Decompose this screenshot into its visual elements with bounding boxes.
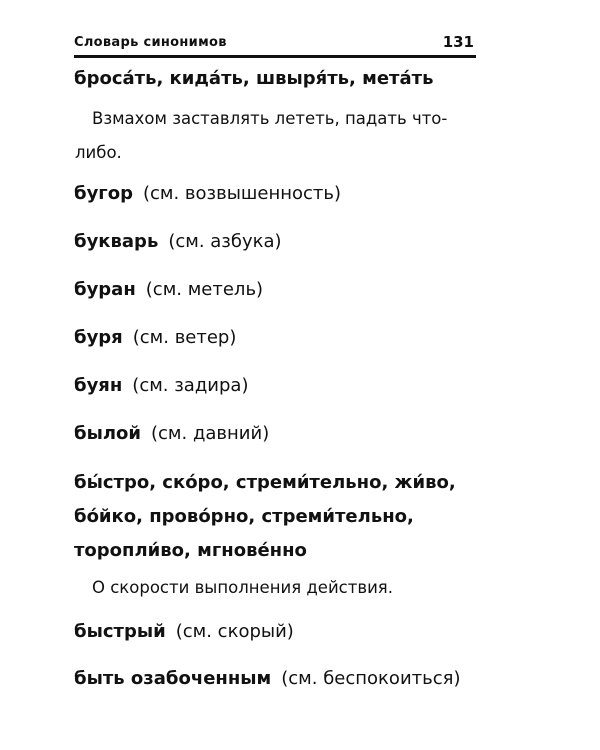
page-header [74, 33, 474, 55]
entry-definition: Взмахом заставлять лететь, падать что- [92, 109, 448, 128]
entry-headword: буран [74, 279, 136, 300]
cross-reference: (см. возвышенность) [142, 183, 342, 204]
dictionary-entry [74, 279, 263, 301]
entry-headword: букварь [74, 231, 159, 252]
dictionary-entry [74, 231, 282, 253]
entry-headword: быстрый [74, 621, 166, 642]
entry-headword-continued: бо́йко, прово́рно, стреми́тельно, [74, 506, 414, 527]
entry-headword: бугор [74, 183, 133, 204]
cross-reference: (см. метель) [145, 279, 264, 300]
cross-reference: (см. азбука) [168, 231, 282, 252]
cross-reference: (см. давний) [151, 423, 270, 444]
dictionary-entry [74, 327, 236, 349]
entry-definition: О скорости выполнения действия. [92, 578, 393, 597]
running-title: Словарь синонимов [74, 35, 227, 50]
entry-headword: буян [74, 375, 123, 396]
cross-reference: (см. задира) [132, 375, 249, 396]
cross-reference: (см. ветер) [132, 327, 237, 348]
entry-headword: буря [74, 327, 123, 348]
header-rule [74, 55, 476, 58]
dictionary-entry [74, 668, 460, 690]
dictionary-entry [74, 621, 294, 643]
entry-headword-continued: торопли́во, мгнове́нно [74, 540, 307, 561]
dictionary-entry [74, 423, 269, 445]
cross-reference: (см. скорый) [175, 621, 294, 642]
entry-headword: бы́стро, ско́ро, стреми́тельно, жи́во, [74, 472, 456, 493]
dictionary-entry [74, 375, 248, 397]
dictionary-entry [74, 183, 341, 205]
page-number: 131 [442, 33, 474, 51]
entry-headword: былой [74, 423, 142, 444]
entry-headword: быть озабоченным [74, 668, 272, 689]
entry-definition-continued: либо. [75, 143, 122, 162]
cross-reference: (см. беспокоиться) [281, 668, 461, 689]
entry-headword: броса́ть, кида́ть, швыря́ть, мета́ть [74, 68, 434, 89]
